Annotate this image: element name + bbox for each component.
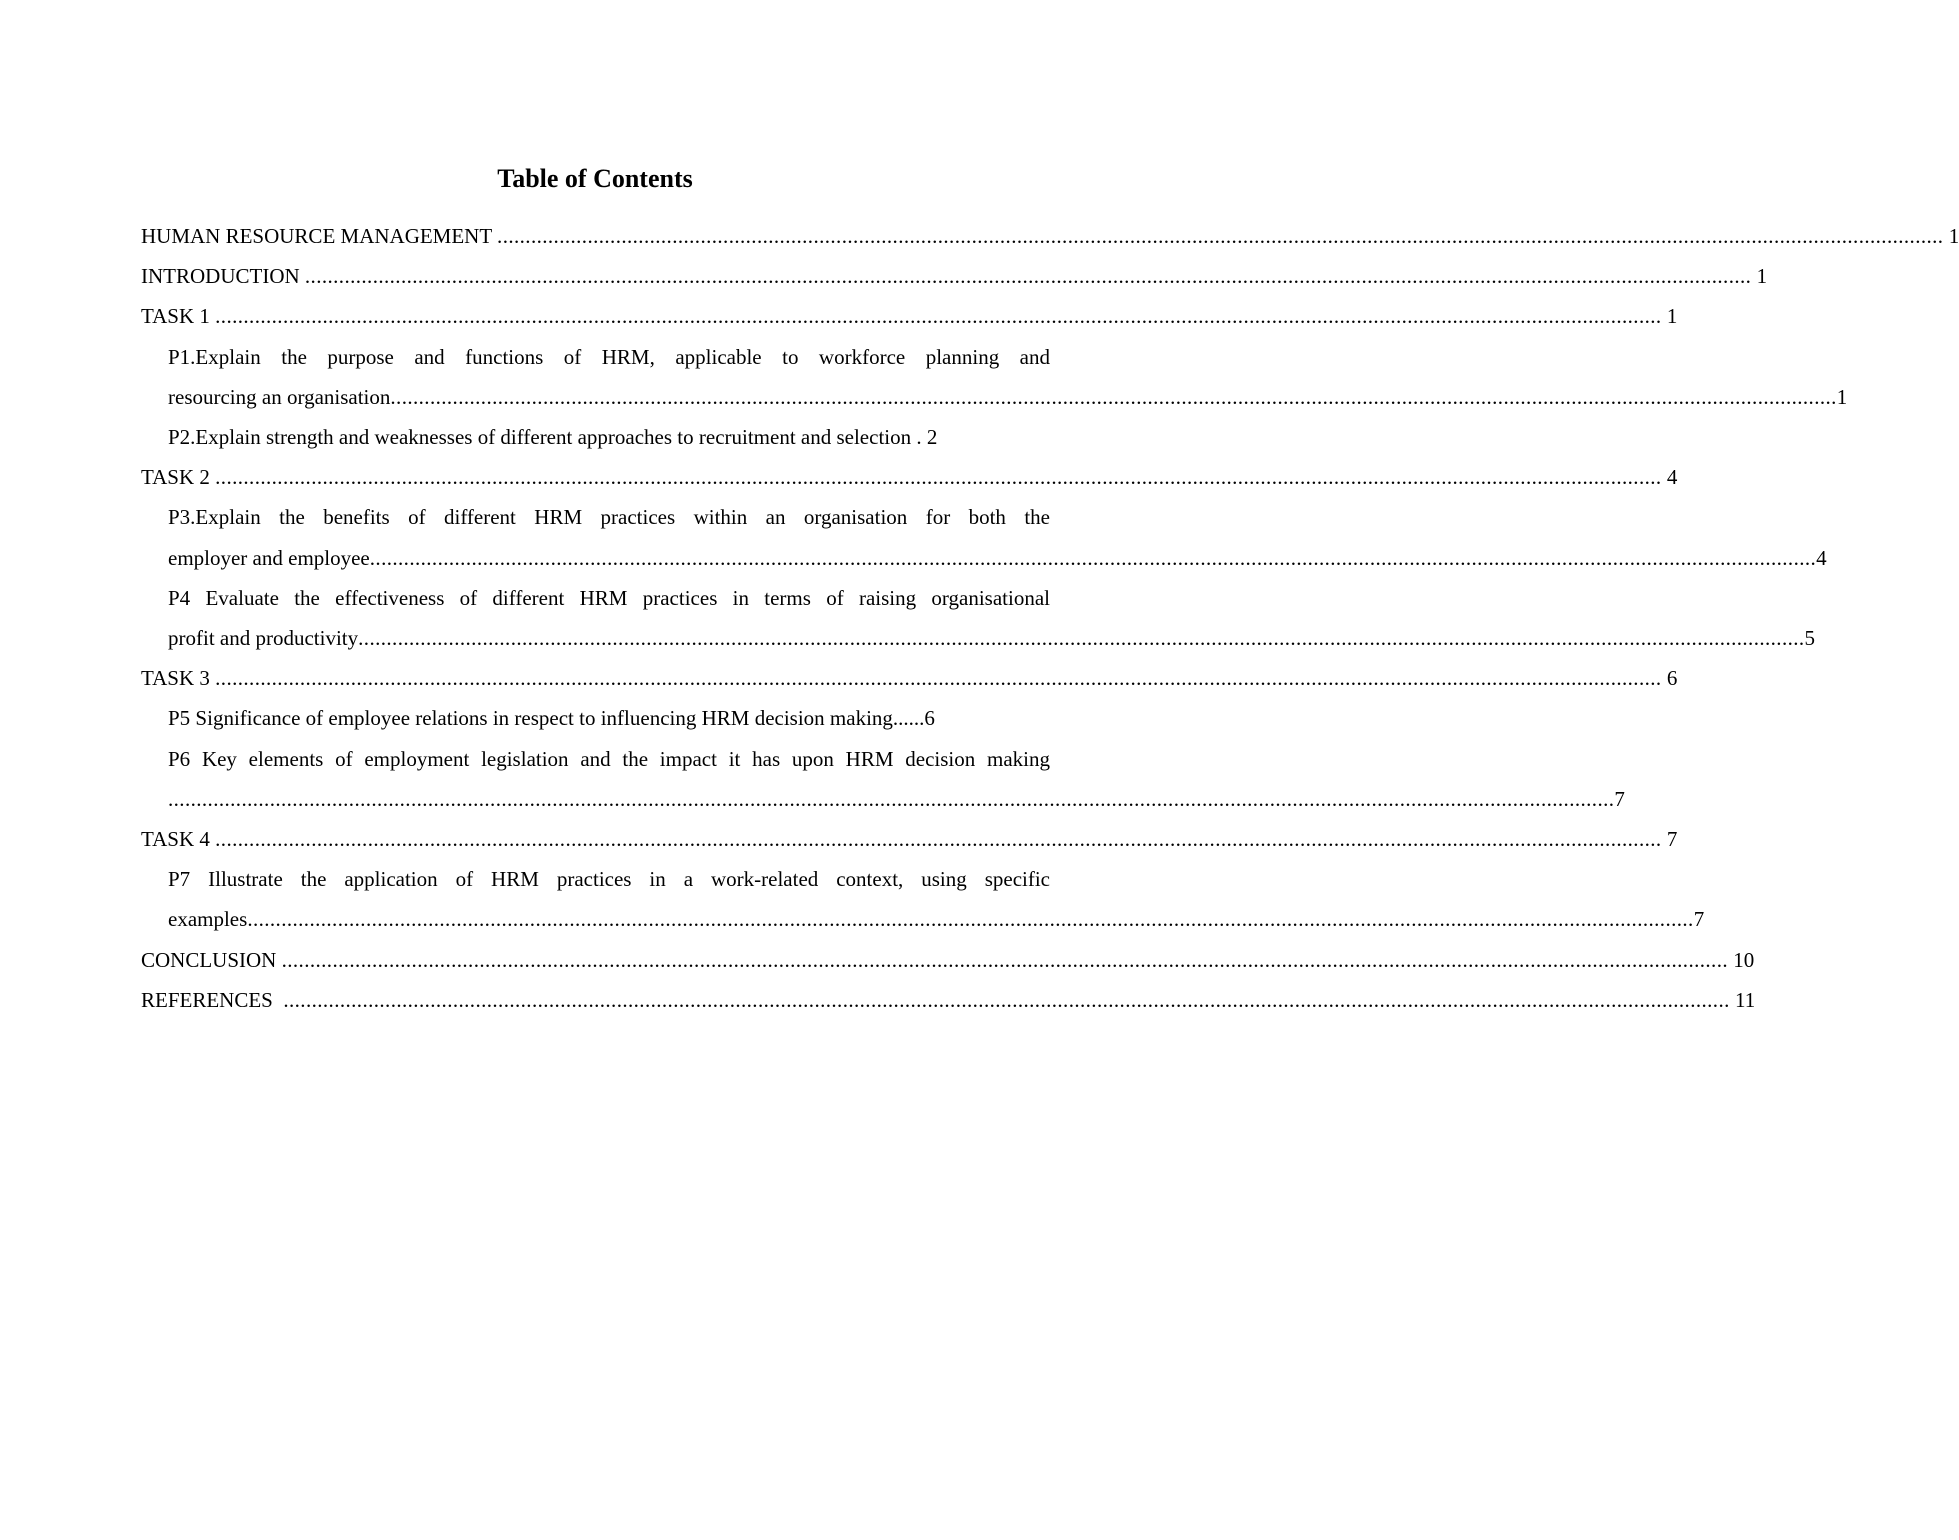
toc-link[interactable] xyxy=(141,819,1678,859)
toc-entry-text-line2: resourcing an organisation xyxy=(168,384,391,409)
toc-entry-text: TASK 4 xyxy=(141,827,210,852)
toc-page-number: 1 xyxy=(1948,224,1959,248)
toc-entry-task-4[interactable] xyxy=(141,819,1678,859)
table-of-contents xyxy=(141,216,1959,1020)
toc-page-number: 4 xyxy=(1816,545,1827,570)
toc-entry-text: TASK 1 xyxy=(141,304,210,329)
toc-link[interactable] xyxy=(168,337,1848,417)
toc-link[interactable] xyxy=(141,658,1678,698)
toc-link[interactable] xyxy=(141,216,1959,256)
toc-link[interactable] xyxy=(168,578,1816,658)
dot-leader xyxy=(370,538,1816,578)
toc-entry-p6[interactable] xyxy=(168,739,1625,819)
toc-entry-text-line1: P6 Key elements of employment legislation and the impact it has upon HRM decision making xyxy=(168,746,1050,771)
dot-leader xyxy=(497,224,1943,248)
dot-leader xyxy=(215,304,1661,328)
toc-page-number: 1 xyxy=(1666,304,1678,329)
toc-entry-text-line2: employer and employee xyxy=(168,545,370,570)
toc-page-number: 10 xyxy=(1733,947,1755,972)
toc-link[interactable] xyxy=(141,980,1756,1020)
dot-leader xyxy=(282,948,1728,972)
toc-page-number: 6 xyxy=(1666,666,1678,691)
toc-entry-references[interactable] xyxy=(141,980,1756,1020)
toc-page-number: 7 xyxy=(1693,907,1705,932)
toc-entry-introduction[interactable] xyxy=(141,256,1768,296)
toc-link[interactable] xyxy=(141,296,1678,336)
toc-entry-p3[interactable] xyxy=(168,497,1827,577)
toc-link[interactable] xyxy=(168,859,1705,939)
toc-entry-task-2[interactable] xyxy=(141,457,1678,497)
dot-leader xyxy=(215,666,1661,690)
dot-leader xyxy=(358,618,1804,658)
toc-entry-human-resource-management[interactable] xyxy=(141,216,1959,256)
toc-entry-text: HUMAN RESOURCE MANAGEMENT xyxy=(141,224,492,248)
toc-entry-text: TASK 2 xyxy=(141,465,210,490)
toc-link[interactable] xyxy=(141,940,1755,980)
toc-link[interactable] xyxy=(141,457,1678,497)
dot-leader xyxy=(283,988,1729,1012)
toc-page-number: 1 xyxy=(1756,264,1768,289)
toc-page-number: 5 xyxy=(1804,626,1816,651)
toc-entry-p7[interactable] xyxy=(168,859,1705,939)
toc-entry-text-line1: P3.Explain the benefits of different HRM practices within an organisation for both the xyxy=(168,505,1050,530)
dot-leader xyxy=(390,377,1836,417)
dot-leader xyxy=(215,827,1661,851)
toc-link[interactable] xyxy=(168,417,1050,457)
toc-page-number: 1 xyxy=(1836,384,1848,409)
toc-link[interactable] xyxy=(168,497,1827,577)
toc-link[interactable] xyxy=(168,739,1625,819)
toc-entry-text: TASK 3 xyxy=(141,666,210,691)
toc-entry-text-line1: P7 Illustrate the application of HRM practices in a work-related context, using specific xyxy=(168,867,1050,892)
toc-page-number: 7 xyxy=(1666,827,1678,852)
toc-entry-p2[interactable] xyxy=(168,417,1050,457)
toc-page-number: 11 xyxy=(1735,987,1756,1012)
toc-entry-p4[interactable] xyxy=(168,578,1816,658)
toc-entry-p5[interactable] xyxy=(168,698,1050,738)
toc-entry-p1[interactable] xyxy=(168,337,1848,417)
dot-leader xyxy=(305,264,1751,288)
toc-entry-conclusion[interactable] xyxy=(141,940,1755,980)
toc-page-number: 4 xyxy=(1666,465,1678,490)
toc-entry-text-line2: examples xyxy=(168,907,248,932)
toc-entry-text: P2.Explain strength and weaknesses of different approaches to recruitment and selection . 2 xyxy=(168,425,938,450)
toc-link[interactable] xyxy=(168,698,1050,738)
toc-entry-text: INTRODUCTION xyxy=(141,264,300,289)
toc-entry-task-1[interactable] xyxy=(141,296,1678,336)
toc-entry-text-line1: P4 Evaluate the effectiveness of different HRM practices in terms of raising organisational xyxy=(168,585,1050,610)
toc-title: Table of Contents xyxy=(497,164,693,193)
toc-page-number: 7 xyxy=(1614,786,1625,811)
dot-leader xyxy=(168,779,1614,819)
toc-entry-task-3[interactable] xyxy=(141,658,1678,698)
toc-entry-text: P5 Significance of employee relations in respect to influencing HRM decision making......6 xyxy=(168,706,935,731)
dot-leader xyxy=(215,465,1661,489)
toc-link[interactable] xyxy=(141,256,1768,296)
toc-entry-text-line1: P1.Explain the purpose and functions of HRM, applicable to workforce planning and xyxy=(168,344,1050,369)
toc-entry-text: REFERENCES xyxy=(141,987,279,1012)
toc-entry-text: CONCLUSION xyxy=(141,947,277,972)
dot-leader xyxy=(247,899,1693,939)
toc-entry-text-line2: profit and productivity xyxy=(168,626,359,651)
